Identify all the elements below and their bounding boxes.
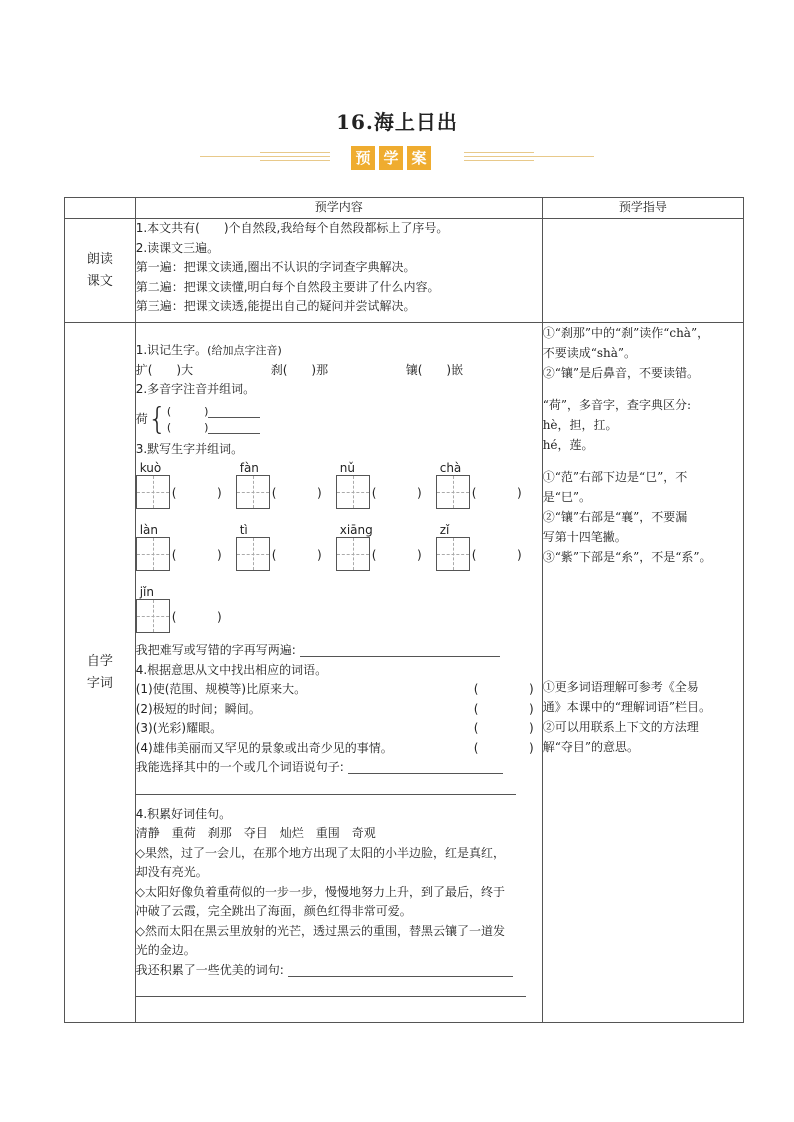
polyphone-paren: ( ) [166, 420, 209, 434]
guide-block-3: ①“范”右部下边是“㔾”，不 是“巳”。 ②“镶”右部是“襄”，不要漏 写第十四笔撇。 ③“紫”下部是“糸”，不是“系”。 [542, 470, 712, 564]
section-title: 4.根据意思从文中找出相应的词语。 [135, 662, 328, 677]
definition-item: (2)极短的时间；瞬间。 ( ) [135, 701, 534, 716]
answer-line[interactable] [208, 405, 260, 418]
table-header-row [65, 198, 744, 219]
answer-line[interactable] [288, 964, 513, 977]
char-item: 刹( )那 [270, 362, 329, 377]
text-line: 第二遍：把课文读懂,明白每个自然段主要讲了什么内容。 [135, 279, 440, 294]
pinyin-grid-row: jǐn ( ) [136, 583, 542, 639]
char-items [136, 361, 542, 381]
writing-grid[interactable] [236, 537, 270, 571]
header-content: 预学内容 [135, 198, 542, 219]
vocab-content [135, 323, 542, 1023]
sentence-line: ◇然而太阳在黑云里放射的光芒，透过黑云的重围，替黑云镶了一道发 [135, 923, 505, 938]
writing-grid[interactable] [136, 475, 170, 509]
pinyin-label: xiāng [339, 523, 373, 537]
pinyin-grid-row: kuò ( ) fàn ( ) nǔ ( ) chà ( ) [136, 459, 542, 521]
section-title: 4.积累好词佳句。 [135, 806, 232, 821]
writing-grid[interactable] [436, 537, 470, 571]
rewrite-prompt: 我把难写或写错的字再写两遍: [136, 641, 542, 661]
vocab-guide [542, 323, 743, 1023]
pinyin-label: kuò [139, 461, 162, 475]
page-title: 16.海上日出 [336, 110, 458, 134]
writing-grid[interactable] [236, 475, 270, 509]
definition-item: (1)使(范围、规模等)比原来大。 ( ) [135, 682, 534, 696]
pinyin-label: làn [139, 523, 159, 537]
writing-grid[interactable] [336, 475, 370, 509]
sentence-line: 却没有亮光。 [135, 865, 208, 879]
reading-guide [542, 219, 743, 323]
preview-table [64, 197, 744, 1023]
sentence-prompt: 我能选择其中的一个或几个词语说句子: [136, 758, 542, 778]
answer-line[interactable] [136, 782, 516, 795]
accumulate-prompt: 我还积累了一些优美的词句: [136, 961, 542, 981]
pinyin-label: chà [439, 461, 462, 475]
sentence-line: ◇太阳好像负着重荷似的一步一步，慢慢地努力上升，到了最后，终于 [135, 884, 505, 899]
pinyin-grid-row: làn ( ) tì ( ) xiāng ( ) zǐ ( ) [136, 521, 542, 583]
text-line: 第一遍：把课文读通,圈出不认识的字词查字典解决。 [135, 260, 416, 274]
writing-grid[interactable] [336, 537, 370, 571]
char-item: 镶( )嵌 [405, 362, 464, 377]
sentence-line: 光的金边。 [135, 943, 196, 957]
polyphone-paren: ( ) [166, 404, 209, 418]
row-label-vocab: 自学 字词 [65, 323, 136, 1023]
char-item: 扩( )大 [135, 362, 194, 377]
preview-badge [351, 146, 431, 170]
sentence-line: 冲破了云霞，完全跳出了海面，颜色红得非常可爱。 [135, 904, 412, 918]
header-blank [65, 198, 136, 219]
section-title: 3.默写生字并组词。 [135, 441, 244, 456]
pinyin-label: nǔ [339, 461, 355, 475]
brace-icon: { [147, 401, 167, 437]
table-row-vocab [65, 323, 744, 1023]
writing-grid[interactable] [136, 537, 170, 571]
answer-line[interactable] [208, 421, 260, 434]
guide-block-4: ①更多词语理解可参考《全易 通》本课中的“理解词语”栏目。 ②可以用联系上下文的方法理 解“夺目”的意思。 [542, 680, 711, 754]
polyphone-char: 荷 [135, 411, 148, 426]
pinyin-label: tì [239, 523, 248, 537]
table-row-reading [65, 219, 744, 323]
row-label-reading: 朗读 课文 [65, 219, 136, 323]
answer-line[interactable] [136, 984, 526, 997]
answer-line[interactable] [348, 761, 503, 774]
header-guide: 预学指导 [542, 198, 743, 219]
pinyin-label: jǐn [139, 585, 154, 599]
reading-content [135, 219, 542, 323]
section-title: 2.多音字注音并组词。 [135, 382, 256, 396]
badge-char: 案 [407, 146, 431, 170]
polyphone-block [136, 400, 542, 440]
sentence-line: ◇果然，过了一会儿，在那个地方出现了太阳的小半边脸，红是真红， [135, 845, 505, 860]
answer-line[interactable] [300, 644, 500, 657]
writing-grid[interactable] [136, 599, 170, 633]
text-line: 第三遍：把课文读透,能提出自己的疑问并尝试解决。 [135, 299, 416, 313]
text-line: 2.读课文三遍。 [135, 240, 220, 255]
pinyin-label: fàn [239, 461, 259, 475]
definition-item: (3)(光彩)耀眼。 ( ) [135, 721, 534, 735]
section-title: 1.识记生字。(给加点字注音) [135, 343, 282, 357]
badge-char: 预 [351, 146, 375, 170]
definition-item: (4)雄伟美丽而又罕见的景象或出奇少见的事情。 ( ) [135, 740, 534, 755]
writing-grid[interactable] [436, 475, 470, 509]
word-list: 清静 重荷 刹那 夺目 灿烂 重围 奇观 [135, 826, 376, 840]
text-line: 1.本文共有( )个自然段,我给每个自然段都标上了序号。 [135, 221, 449, 235]
badge-char: 学 [379, 146, 403, 170]
guide-block-2: “荷”，多音字，查字典区分: hè，担，扛。 hé，莲。 [542, 398, 692, 452]
guide-block-1: ①“刹那”中的“刹”读作“chà”， 不要读成“shà”。 ②“镶”是后鼻音，不要读错。 [542, 326, 710, 380]
pinyin-label: zǐ [439, 523, 450, 537]
